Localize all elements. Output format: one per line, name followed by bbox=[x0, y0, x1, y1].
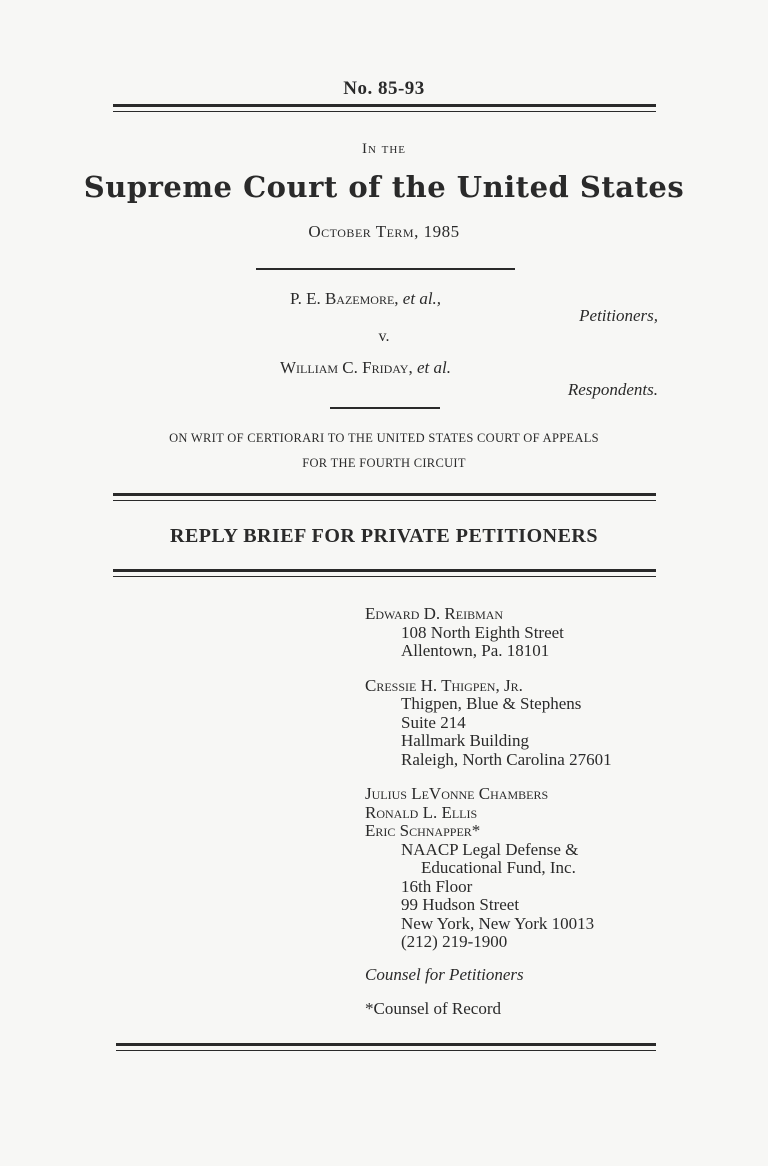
writ-line-2: FOR THE FOURTH CIRCUIT bbox=[302, 456, 466, 470]
counsel-reibman-name: Edward D. Reibman bbox=[365, 604, 504, 623]
respondent-etal: et al. bbox=[416, 358, 451, 377]
address-line: New York, New York 10013 bbox=[401, 913, 595, 933]
top-double-rule bbox=[113, 104, 656, 112]
petitioner-etal: et al., bbox=[402, 289, 442, 308]
counsel-block bbox=[365, 605, 675, 1019]
address-line: 99 Hudson Street bbox=[401, 895, 520, 914]
term-rule bbox=[256, 268, 515, 270]
brief-title: REPLY BRIEF FOR PRIVATE PETITIONERS bbox=[170, 525, 598, 547]
counsel-chambers-name: Julius LeVonne Chambers bbox=[365, 784, 549, 803]
org-line: NAACP Legal Defense & bbox=[401, 839, 579, 859]
petitioner-line bbox=[290, 289, 441, 309]
address-line: (212) 219-1900 bbox=[401, 932, 508, 951]
address-line: Hallmark Building bbox=[401, 731, 529, 750]
parties-rule bbox=[330, 407, 440, 409]
counsel-thigpen-name: Cressie H. Thigpen, Jr. bbox=[365, 675, 523, 695]
in-the-label: In the bbox=[361, 141, 407, 157]
address-line: Allentown, Pa. 18101 bbox=[401, 641, 550, 660]
court-name: Supreme Court of the United States bbox=[83, 170, 685, 204]
title-bottom-rule bbox=[113, 569, 656, 577]
bottom-double-rule bbox=[116, 1043, 656, 1051]
address-line: 16th Floor bbox=[401, 876, 473, 896]
term-label: October Term, 1985 bbox=[308, 222, 460, 241]
respondent-role: Respondents. bbox=[567, 380, 658, 399]
petitioner-name: P. E. Bazemore, bbox=[290, 289, 399, 308]
title-top-rule bbox=[113, 493, 656, 501]
respondent-line bbox=[280, 358, 451, 378]
address-line: Thigpen, Blue & Stephens bbox=[401, 694, 582, 713]
counsel-schnapper-name: Eric Schnapper* bbox=[365, 821, 481, 840]
counsel-ellis-name: Ronald L. Ellis bbox=[365, 802, 478, 822]
writ-line-1: ON WRIT OF CERTIORARI TO THE UNITED STATES COURT OF APPEALS bbox=[169, 431, 599, 445]
versus: v. bbox=[378, 328, 390, 345]
respondent-name: William C. Friday, bbox=[280, 358, 413, 377]
org-line: Educational Fund, Inc. bbox=[421, 858, 576, 877]
address-line: 108 North Eighth Street bbox=[401, 622, 564, 642]
address-line: Suite 214 bbox=[401, 712, 466, 732]
docket-number: No. 85-93 bbox=[343, 78, 425, 99]
petitioner-role: Petitioners, bbox=[579, 306, 658, 325]
address-line: Raleigh, North Carolina 27601 bbox=[401, 749, 612, 769]
counsel-role: Counsel for Petitioners bbox=[365, 964, 524, 984]
counsel-of-record-note: *Counsel of Record bbox=[365, 999, 501, 1018]
